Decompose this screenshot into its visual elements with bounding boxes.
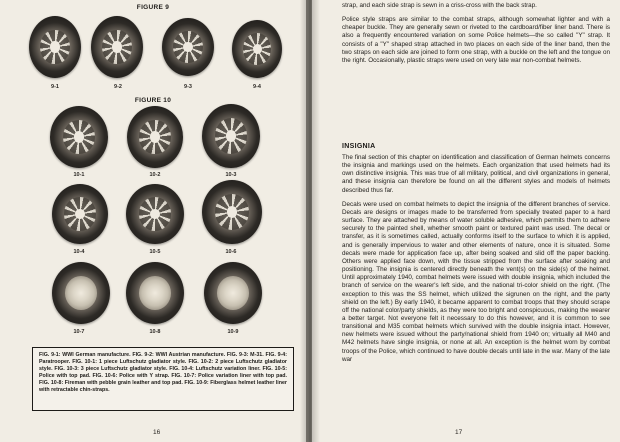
helmet-photo-10-1 <box>50 106 108 168</box>
figure-label: 10-9 <box>227 329 239 335</box>
figure-caption-box: FIG. 9-1: WWI German manufacture. FIG. 9-2: WWI Austrian manufacture. FIG. 9-3: M-31. FIG. 9-4: Paratrooper. FIG. 10-1: 1 piece Luftschutz gladiator style. FIG. 10-2: 2 piece Luftschutz gladiator style. FIG. 10-3: 3 piece Luftschutz gladiator style. FIG. 10-4: Luftschutz variation liner. FIG. 10-5: Police with top pad. FIG. 10-6: Police with Y strap. FIG. 10-7: Police variation liner with top pad. FIG. 10-8: Fireman with pebble grain leather and top pad. FIG. 10-9: Fiberglass helmet leather liner with retractable chin-straps. <box>32 347 294 411</box>
figure-label: 9-4 <box>253 84 261 90</box>
helmet-photo-10-8 <box>126 262 184 324</box>
helmet-photo-9-3 <box>162 18 214 76</box>
figure-label: 9-1 <box>51 84 59 90</box>
section-heading-insignia: INSIGNIA <box>342 143 376 150</box>
paragraph: The final section of this chapter on identification and classification of German helmets concerns the insignia and markings used on the helmets. Each organization that used helmets had its own distinctive insignia. This was true of all military, political, and civil organizations in general, and these insignia can therefore be found on all the different styles and models of helmets described thus far. <box>342 154 610 194</box>
helmet-photo-9-1 <box>29 16 81 78</box>
paragraph: Decals were used on combat helmets to depict the insignia of the different branches of service. Decals are designs or images made to be transferred from specially treated paper to a hard surface. They are attached by means of water soluble adhesive, which permits them to adhere securely to the painted shell, whether smooth paint or textured paint was used. The decal or transfer, as it is sometimes called, actually conforms itself to the surface to which it is applied, and is generally impervious to water and other elements of nature, once it is situated. Some decals were made for application face up, after being soaked and slid off the paper backing. Others were applied face down, with the tissue stripped from the surface after soaking and positioning. The insignia is centered directly beneath the vent(s) on the side(s) of the helmet. Until approximately 1940, combat helmets were issued with double insignia, which included the branch of service on the wearer's left side, and the national tri-color shield on the right. (The exception to this was the SS helmet, which utilized the sigrunen on the right, and the party shield on the left.) By early 1940, it became apparent to combat troops that they should scrape off the national color/party shields, as they were too bright and conspicuous, making the wearer a better target. Not everyone felt it necessary to do this however, and it is common to see transitional and M35 combat helmets which survived with the double insignia intact. However, new helmets were issued without the party/national shield from 1940 on; virtually all M40 and M42 helmets have single insignia, or none at all. An exception is the helmet worn by combat troops of the Police, which continued to have double decals until late in the war. Many of the late war <box>342 200 610 363</box>
figure-label: 9-2 <box>114 84 122 90</box>
left-page <box>0 0 306 442</box>
figure-label: 10-4 <box>73 249 85 255</box>
text-block-insignia <box>342 154 610 364</box>
page-number-left: 16 <box>153 429 161 436</box>
helmet-photo-10-5 <box>126 184 184 244</box>
paragraph: Police style straps are similar to the combat straps, although somewhat lighter and with a cheaper buckle. They are generally sewn or riveted to the cardboard/fiber liner band. There is also a frequently encountered variation on some Police helmets—the so called "Y" strap. It consists of a "Y" shaped strap attached in two places on each side of the liner band, then the two straps on each side are joined to form one strap, with a buckle on the left and the tongue on the right. Occasionally, plastic straps were used on very late war non-combat helmets. <box>342 16 610 64</box>
page-number-right: 17 <box>455 429 463 436</box>
figure-label: 10-2 <box>149 172 161 178</box>
helmet-photo-9-4 <box>232 20 282 78</box>
figure-10-title: FIGURE 10 <box>134 97 172 104</box>
figure-label: 10-1 <box>73 172 85 178</box>
figure-9-title: FIGURE 9 <box>136 4 170 11</box>
paragraph: strap, and each side strap is sewn in a criss-cross with the back strap. <box>342 2 537 9</box>
helmet-photo-10-2 <box>127 106 183 168</box>
helmet-photo-10-7 <box>52 262 110 324</box>
helmet-photo-10-6 <box>202 180 262 244</box>
figure-label: 10-7 <box>73 329 85 335</box>
figure-label: 9-3 <box>184 84 192 90</box>
figure-label: 10-5 <box>149 249 161 255</box>
figure-label: 10-6 <box>225 249 237 255</box>
figure-label: 10-3 <box>225 172 237 178</box>
helmet-photo-10-9 <box>204 262 262 324</box>
text-block-top <box>342 2 610 71</box>
helmet-photo-10-3 <box>202 104 260 168</box>
right-page <box>312 0 620 442</box>
helmet-photo-9-2 <box>91 16 143 78</box>
figure-label: 10-8 <box>149 329 161 335</box>
helmet-photo-10-4 <box>52 184 108 244</box>
